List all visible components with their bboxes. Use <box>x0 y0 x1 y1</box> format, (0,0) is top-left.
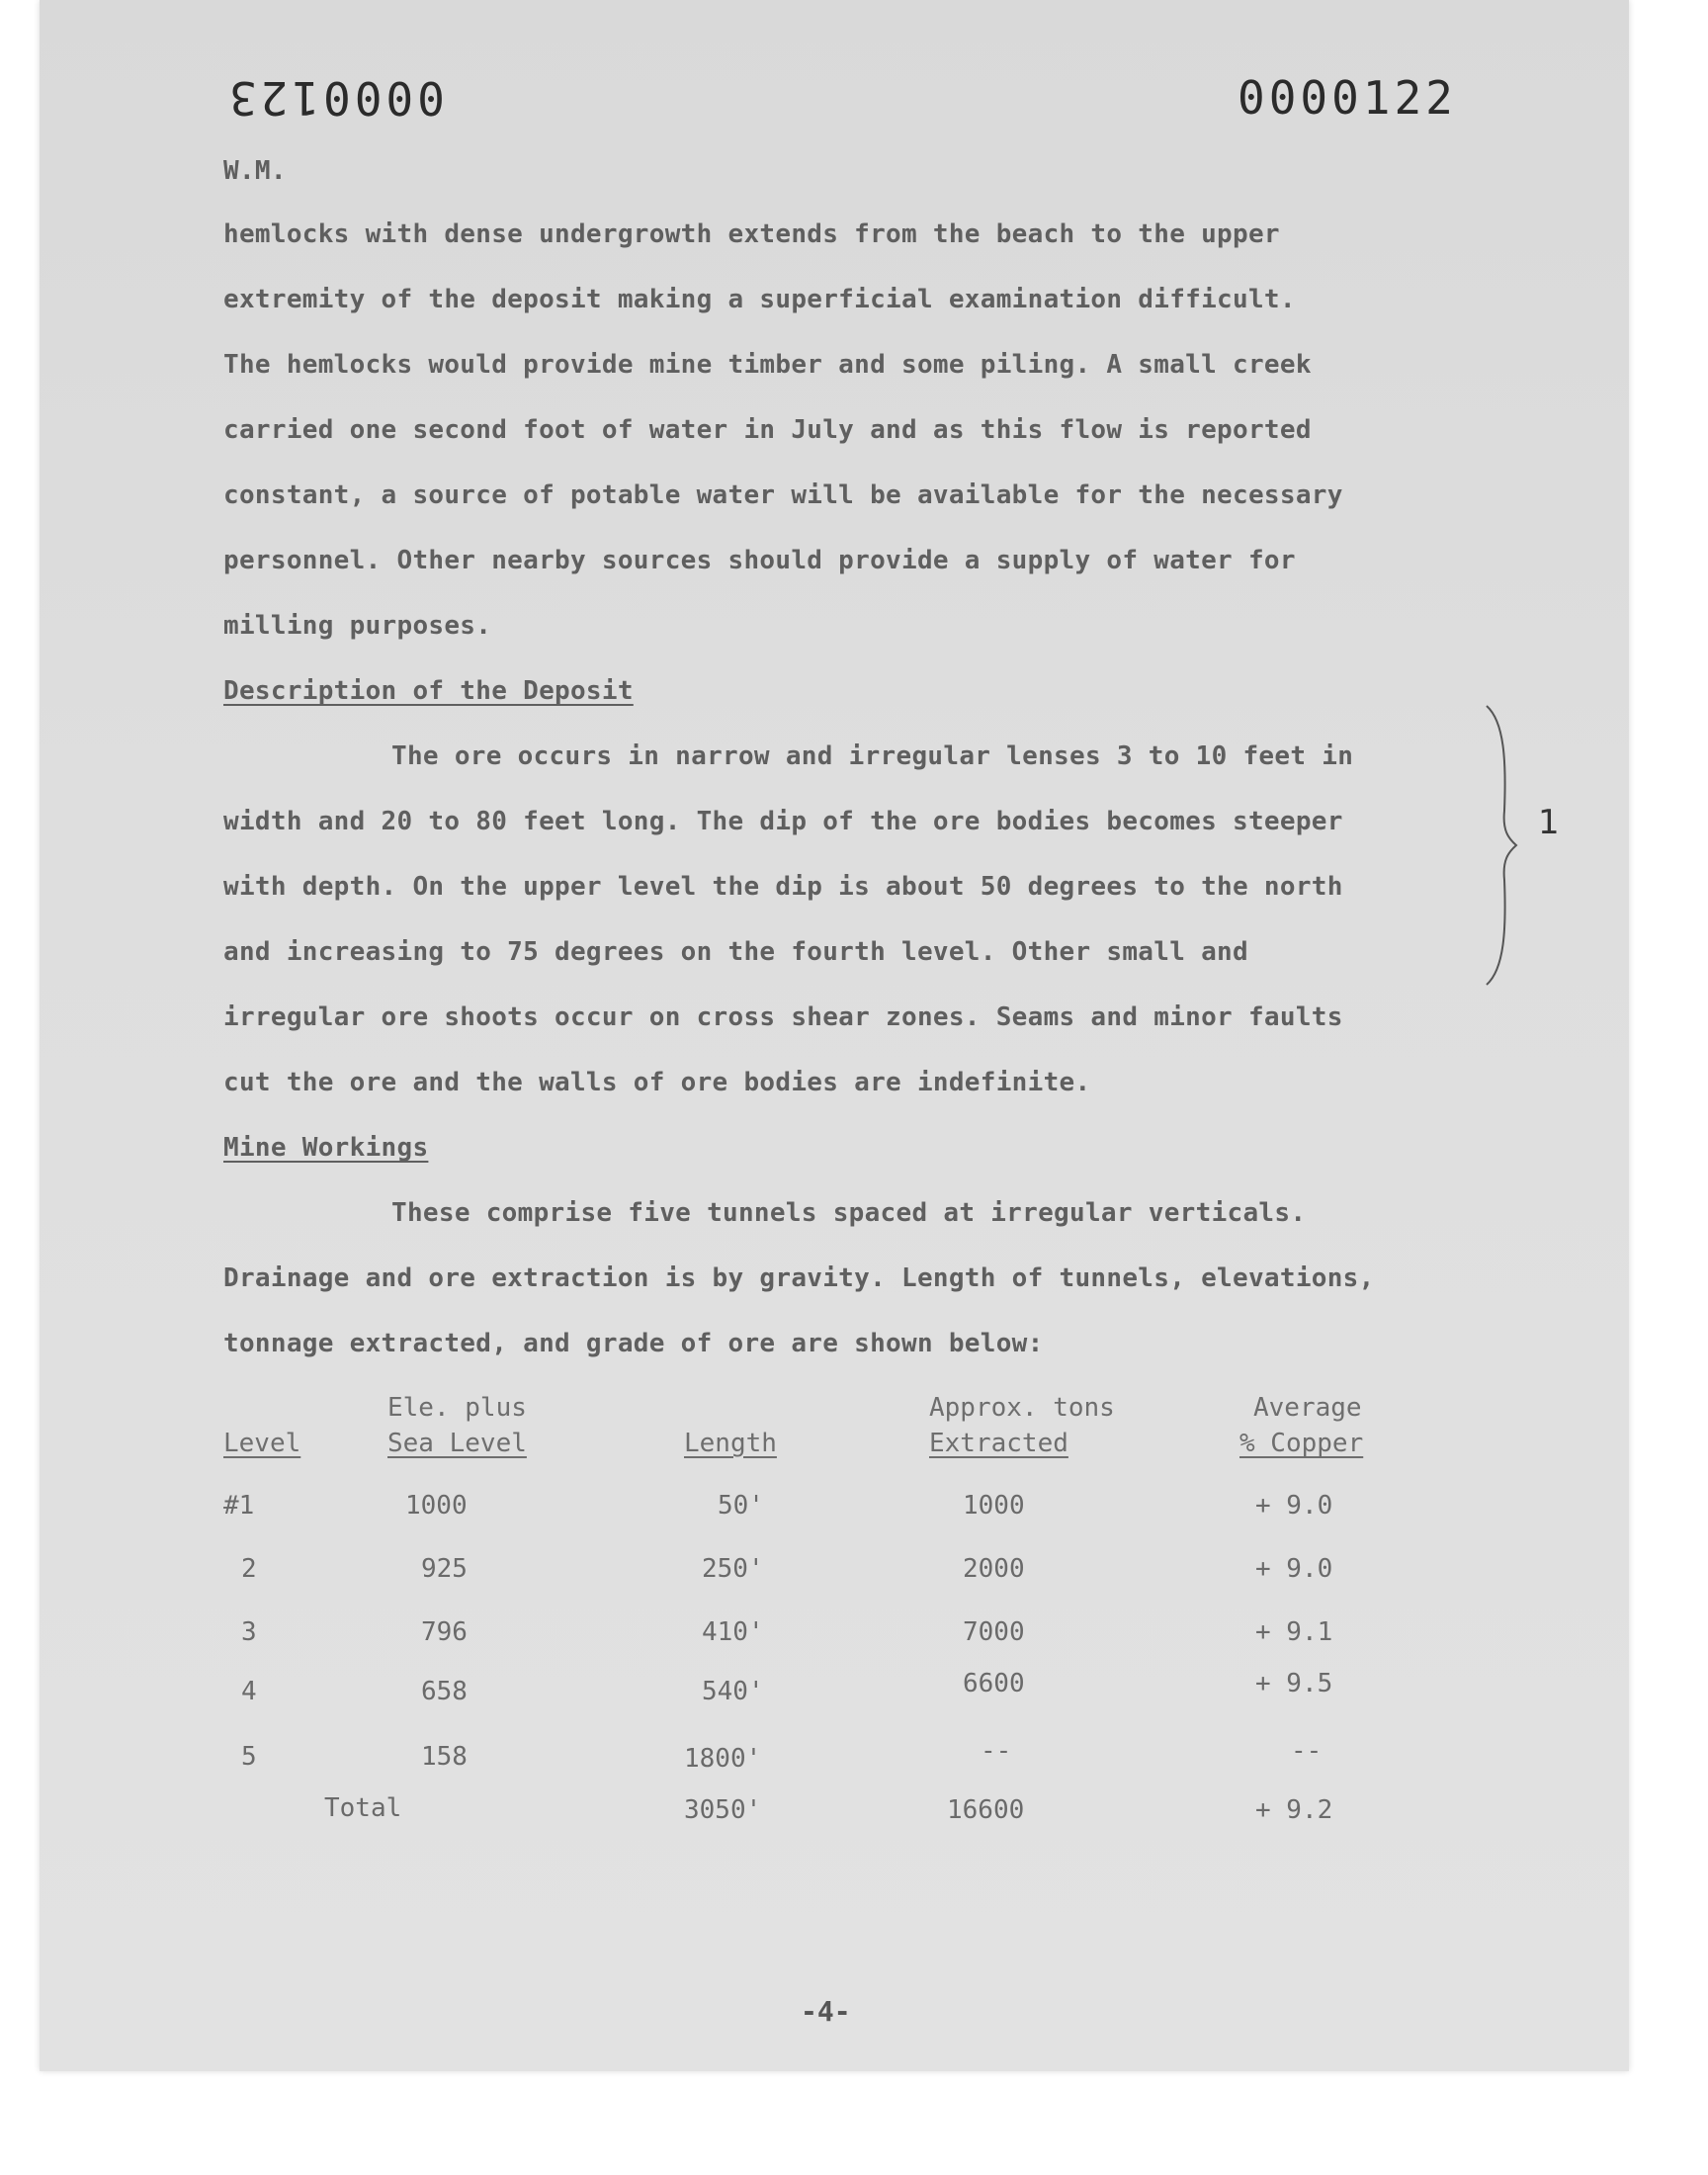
paragraph-line: irregular ore shoots occur on cross shear zones. Seams and minor faults <box>223 1002 1343 1032</box>
table-cell-elevation: 796 <box>421 1617 468 1647</box>
table-cell-level: 4 <box>241 1677 257 1706</box>
table-cell-copper: -- <box>1291 1736 1323 1766</box>
table-header-level: Level <box>223 1429 301 1458</box>
table-cell-elevation: 658 <box>421 1677 468 1706</box>
paragraph-line: These comprise five tunnels spaced at irregular verticals. <box>391 1198 1307 1228</box>
table-total-tons: 16600 <box>947 1795 1025 1825</box>
table-total-length: 3050' <box>684 1795 762 1825</box>
paragraph-line: tonnage extracted, and grade of ore are shown below: <box>223 1329 1044 1358</box>
section-heading-mine-workings: Mine Workings <box>223 1133 429 1163</box>
table-total-copper: + 9.2 <box>1255 1795 1333 1825</box>
table-header-elevation-line1: Ele. plus <box>387 1393 527 1423</box>
table-cell-copper: + 9.1 <box>1255 1617 1333 1647</box>
paragraph-line: with depth. On the upper level the dip is about 50 degrees to the north <box>223 872 1343 902</box>
paragraph-line: carried one second foot of water in July and as this flow is reported <box>223 415 1312 445</box>
table-cell-level: 2 <box>241 1554 257 1584</box>
table-cell-length: 1800' <box>684 1744 762 1774</box>
paragraph-line: and increasing to 75 degrees on the fourth level. Other small and <box>223 937 1248 967</box>
paragraph-line: cut the ore and the walls of ore bodies are indefinite. <box>223 1068 1091 1097</box>
paragraph-line: Drainage and ore extraction is by gravity. Length of tunnels, elevations, <box>223 1263 1375 1293</box>
table-cell-tons: 1000 <box>963 1491 1025 1521</box>
table-cell-elevation: 1000 <box>405 1491 468 1521</box>
table-cell-tons: -- <box>981 1736 1012 1766</box>
section-heading-description: Description of the Deposit <box>223 676 634 706</box>
table-header-length: Length <box>684 1429 777 1458</box>
table-header-copper-line2: % Copper <box>1239 1429 1364 1458</box>
paragraph-line: extremity of the deposit making a superficial examination difficult. <box>223 285 1296 314</box>
table-cell-elevation: 158 <box>421 1742 468 1772</box>
document-stamp-right: 0000122 <box>1238 71 1457 125</box>
table-cell-length: 410' <box>702 1617 764 1647</box>
table-cell-copper: + 9.0 <box>1255 1491 1333 1521</box>
table-cell-level: 3 <box>241 1617 257 1647</box>
table-total-label: Total <box>324 1793 402 1823</box>
table-header-copper-line1: Average <box>1253 1393 1362 1423</box>
table-cell-elevation: 925 <box>421 1554 468 1584</box>
table-cell-level: 5 <box>241 1742 257 1772</box>
paragraph-line: hemlocks with dense undergrowth extends from the beach to the upper <box>223 219 1280 249</box>
paragraph-line: constant, a source of potable water will be available for the necessary <box>223 480 1343 510</box>
margin-mark: 1 <box>1538 803 1560 842</box>
paragraph-line: width and 20 to 80 feet long. The dip of the ore bodies becomes steeper <box>223 807 1343 836</box>
table-cell-copper: + 9.5 <box>1255 1669 1333 1698</box>
table-cell-tons: 7000 <box>963 1617 1025 1647</box>
table-cell-tons: 6600 <box>963 1669 1025 1698</box>
table-header-tons-line1: Approx. tons <box>929 1393 1115 1423</box>
table-cell-length: 540' <box>702 1677 764 1706</box>
table-cell-length: 250' <box>702 1554 764 1584</box>
paragraph-line: personnel. Other nearby sources should provide a supply of water for <box>223 546 1296 575</box>
margin-brace-icon <box>1483 702 1522 989</box>
page-number: -4- <box>801 1995 851 2028</box>
table-cell-level: #1 <box>223 1491 255 1521</box>
paragraph-line: The hemlocks would provide mine timber and some piling. A small creek <box>223 350 1312 380</box>
table-cell-copper: + 9.0 <box>1255 1554 1333 1584</box>
paragraph-line: milling purposes. <box>223 611 492 641</box>
document-stamp-left: 0000123 <box>225 71 445 125</box>
table-header-tons-line2: Extracted <box>929 1429 1068 1458</box>
paragraph-line: The ore occurs in narrow and irregular lenses 3 to 10 feet in <box>391 741 1354 771</box>
author-initials: W.M. <box>223 156 287 186</box>
table-header-elevation-line2: Sea Level <box>387 1429 527 1458</box>
table-cell-length: 50' <box>718 1491 764 1521</box>
table-cell-tons: 2000 <box>963 1554 1025 1584</box>
